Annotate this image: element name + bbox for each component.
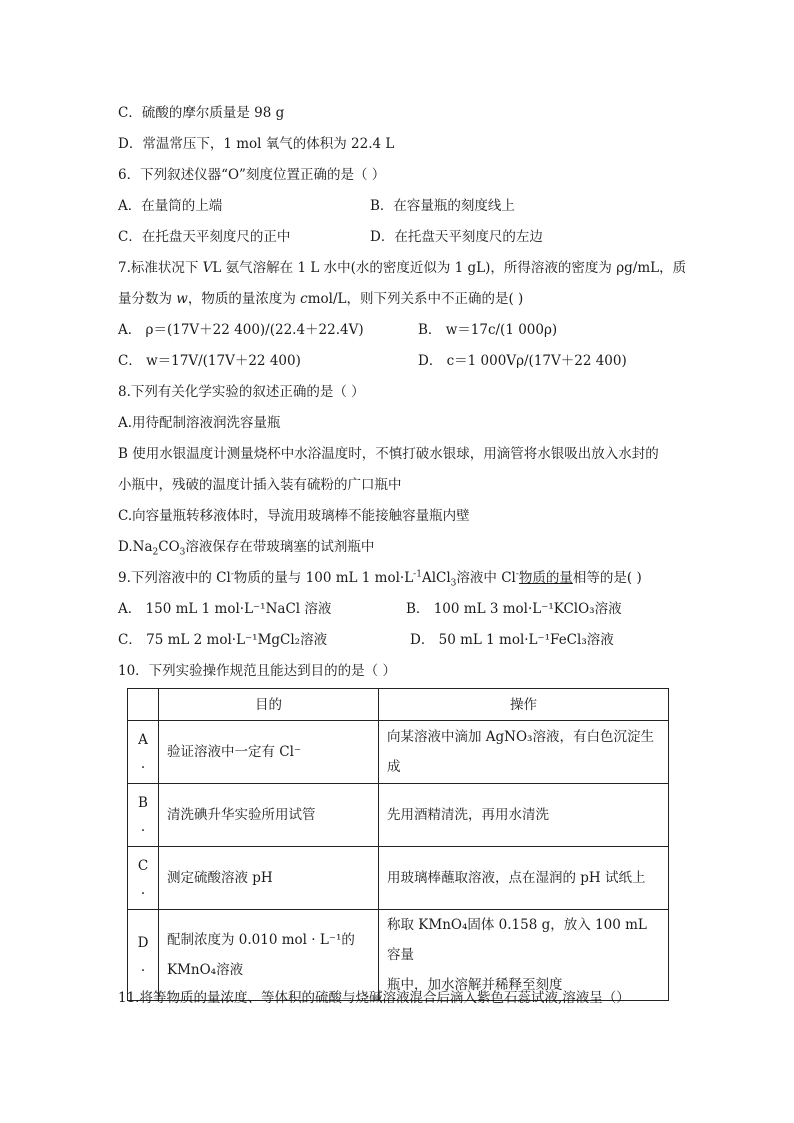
q6-option-a: A．在量筒的上端 xyxy=(118,198,223,214)
row-letter-dot: . xyxy=(140,959,146,975)
row-purpose: 验证溶液中一定有 Cl⁻ xyxy=(159,721,379,784)
table-row xyxy=(128,784,669,847)
row-operation: 先用酒精清洗，再用水清洗 xyxy=(379,784,669,847)
q8-stem: 8.下列有关化学实验的叙述正确的是（ ） xyxy=(118,384,365,400)
row-letter-dot: . xyxy=(140,756,146,772)
q7-var-w: w xyxy=(176,291,188,307)
table-header-row xyxy=(128,689,669,721)
q8-d-sub2: 3 xyxy=(179,547,186,558)
q9-stem xyxy=(118,569,642,587)
q6-stem: 6．下列叙述仪器“O”刻度位置正确的是（ ） xyxy=(118,167,386,183)
q5-option-c: C．硫酸的摩尔质量是 98 g xyxy=(118,105,285,121)
row-operation: 用玻璃棒蘸取溶液，点在湿润的 pH 试纸上 xyxy=(379,847,669,910)
q7-option-a: A． ρ＝(17V＋22 400)/(22.4＋22.4V) xyxy=(118,322,364,338)
q8-option-b-line2: 小瓶中，残破的温度计插入装有硫粉的广口瓶中 xyxy=(118,477,402,493)
row-letter-c: C xyxy=(137,858,149,874)
row-purpose-line2: KMnO₄溶液 xyxy=(167,962,244,978)
q9-stem-sub: 3 xyxy=(450,578,457,589)
q8-option-d xyxy=(118,538,374,556)
table-row xyxy=(128,721,669,784)
q6-option-c: C．在托盘天平刻度尺的正中 xyxy=(118,229,291,245)
q9-option-a: A． 150 mL 1 mol·L⁻¹NaCl 溶液 xyxy=(118,601,332,617)
row-letter xyxy=(128,910,159,1001)
q6-option-d: D．在托盘天平刻度尺的左边 xyxy=(370,229,543,245)
row-operation xyxy=(379,721,669,784)
table-header-purpose: 目的 xyxy=(159,689,379,721)
row-purpose-line1: 配制浓度为 0.010 mol · L⁻¹的 xyxy=(167,932,355,948)
q7-stem2-mid: ，物质的量浓度为 xyxy=(187,291,301,307)
q9-stem-sup3: - xyxy=(515,569,519,580)
q8-d-prefix: D.Na xyxy=(118,539,153,555)
q10-stem: 10．下列实验操作规范且能达到目的的是（ ） xyxy=(118,663,396,679)
q8-option-a: A.用待配制溶液润洗容量瓶 xyxy=(118,415,281,431)
row-purpose xyxy=(159,910,379,1001)
q9-stem-e: 相等的是( ) xyxy=(572,570,642,586)
q6-option-b: B．在容量瓶的刻度线上 xyxy=(370,198,515,214)
q7-var-v: V xyxy=(202,260,213,276)
row-letter-dot: . xyxy=(140,819,146,835)
q9-stem-d: 溶液中 Cl xyxy=(456,570,516,586)
q9-stem-a: 9.下列溶液中的 Cl xyxy=(118,570,231,586)
q9-stem-sup: - xyxy=(230,569,234,580)
q8-option-b-line1: B 使用水银温度计测量烧杯中水浴温度时，不慎打破水银球，用滴管将水银吸出放入水封的 xyxy=(118,446,659,462)
row-letter xyxy=(128,847,159,910)
q9-stem-c: AlCl xyxy=(421,570,451,586)
table-header-operation: 操作 xyxy=(379,689,669,721)
row-letter-d: D xyxy=(137,935,149,951)
q9-stem-sup2: -1 xyxy=(413,569,422,580)
q11-stem: 11.将等物质的量浓度、等体积的硫酸与烧碱溶液混合后滴入紫色石蕊试液,溶液呈（） xyxy=(118,990,630,1006)
row-operation-line2: 成 xyxy=(387,759,401,775)
q7-var-c: c xyxy=(300,291,308,307)
row-letter-dot: . xyxy=(140,882,146,898)
row-letter-b: B xyxy=(138,795,148,811)
q7-stem2-end: mol/L，则下列关系中不正确的是( ) xyxy=(307,291,524,307)
q7-option-d: D． c＝1 000Vρ/(17V＋22 400) xyxy=(418,353,627,369)
q7-stem-prefix: 7.标准状况下 xyxy=(118,260,203,276)
q7-option-b: B． w＝17c/(1 000ρ) xyxy=(418,322,558,338)
q8-d-sub: 2 xyxy=(152,547,159,558)
q10-table xyxy=(127,688,669,1001)
row-operation xyxy=(379,910,669,1001)
q8-option-c: C.向容量瓶转移液体时，导流用玻璃棒不能接触容量瓶内壁 xyxy=(118,508,470,524)
q7-stem-rest: L 氨气溶解在 1 L 水中(水的密度近似为 1 gL)，所得溶液的密度为 ρg/mL，质 xyxy=(212,260,687,276)
q7-stem2-prefix: 量分数为 xyxy=(118,291,177,307)
row-operation-line1: 向某溶液中滴加 AgNO₃溶液，有白色沉淀生 xyxy=(387,729,654,745)
row-letter xyxy=(128,721,159,784)
q8-d-mid: CO xyxy=(158,539,180,555)
q7-stem-line2 xyxy=(118,290,523,308)
table-header-empty xyxy=(128,689,159,721)
row-purpose: 清洗碘升华实验所用试管 xyxy=(159,784,379,847)
q9-option-b: B． 100 mL 3 mol·L⁻¹KClO₃溶液 xyxy=(406,601,622,617)
row-letter xyxy=(128,784,159,847)
table-row xyxy=(128,847,669,910)
q9-stem-b: 物质的量与 100 mL 1 mol·L xyxy=(233,570,414,586)
row-purpose: 测定硫酸溶液 pH xyxy=(159,847,379,910)
table-row xyxy=(128,910,669,1001)
row-letter-a: A xyxy=(138,732,148,748)
row-operation-line1: 称取 KMnO₄固体 0.158 g，放入 100 mL 容量 xyxy=(387,917,647,963)
q8-d-post: 溶液保存在带玻璃塞的试剂瓶中 xyxy=(185,539,375,555)
q7-option-c: C． w＝17V/(17V＋22 400) xyxy=(118,353,301,369)
q9-option-c: C． 75 mL 2 mol·L⁻¹MgCl₂溶液 xyxy=(118,632,328,648)
q7-stem-line1 xyxy=(118,259,686,277)
q9-stem-underlined: 物质的量 xyxy=(518,570,573,586)
row-operation-line2: 瓶中，加水溶解并稀释至刻度 xyxy=(387,977,563,993)
q5-option-d: D．常温常压下，1 mol 氧气的体积为 22.4 L xyxy=(118,136,395,152)
q9-option-d: D． 50 mL 1 mol·L⁻¹FeCl₃溶液 xyxy=(410,632,614,648)
